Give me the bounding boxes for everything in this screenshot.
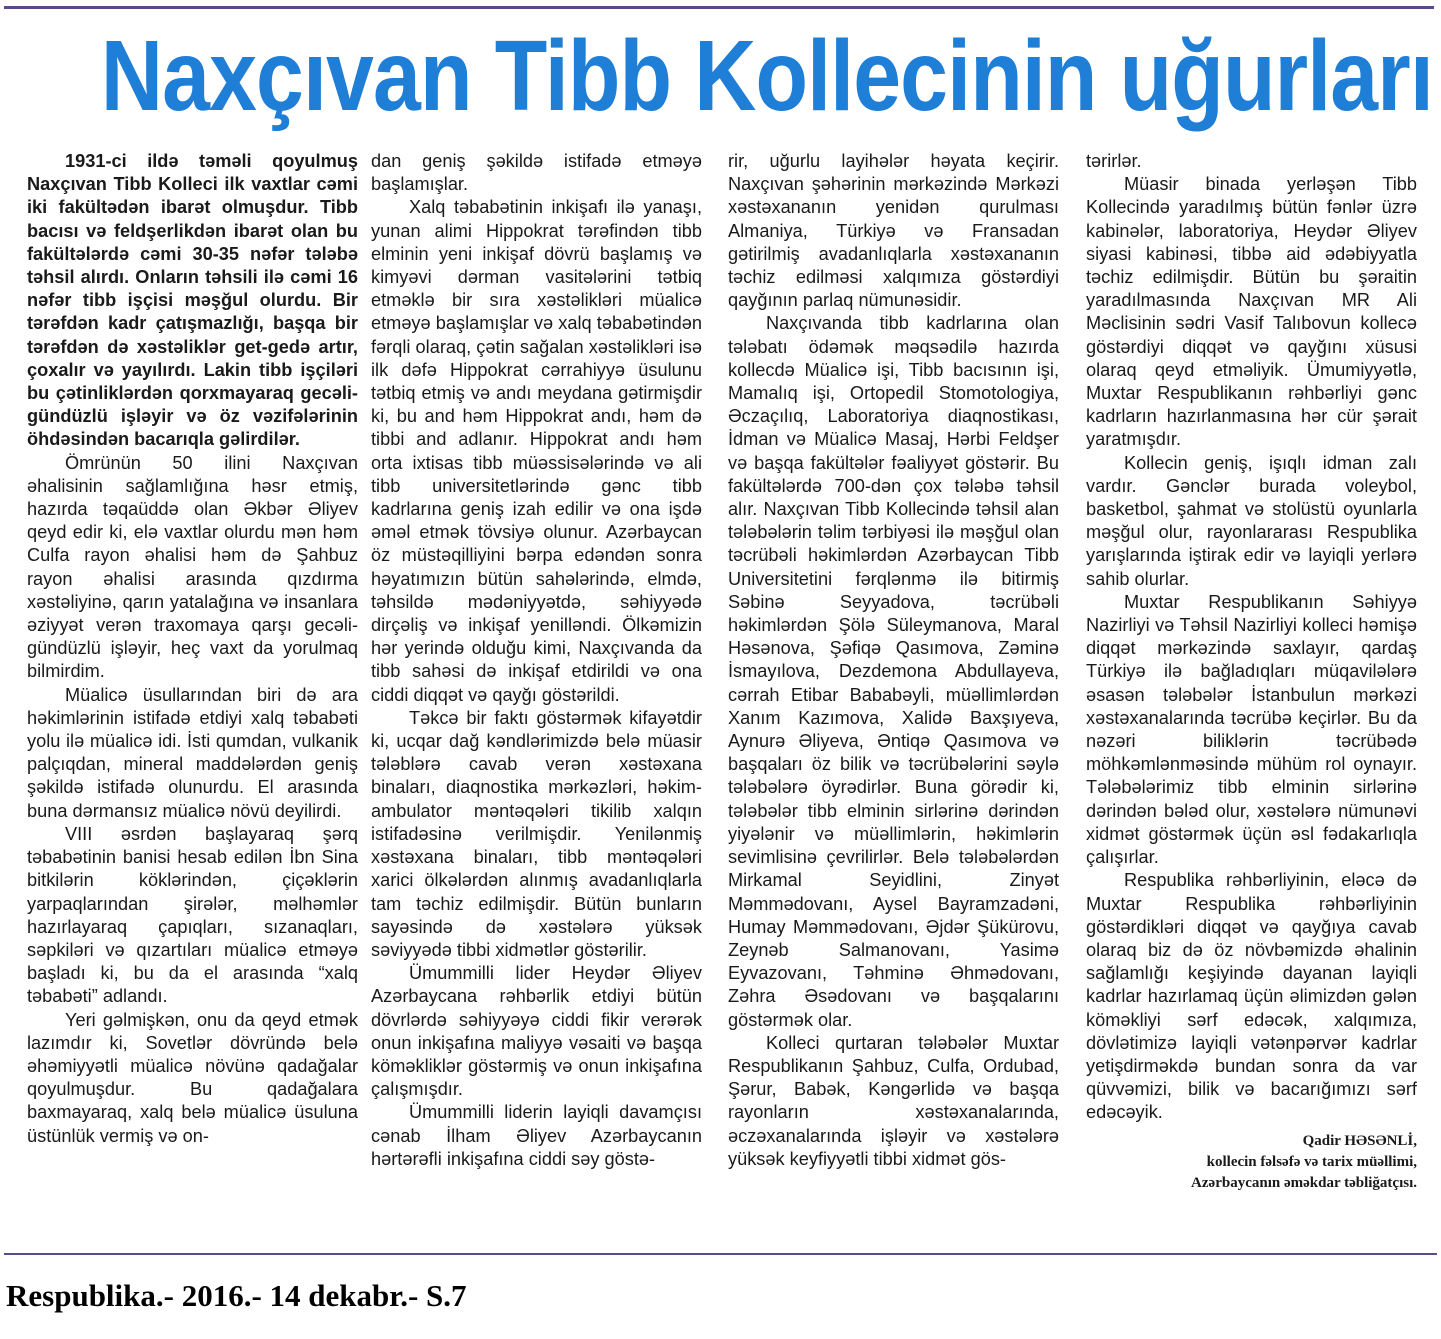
article-column-4 <box>1086 150 1417 1240</box>
paragraph: Müalicə üsullarından biri də ara həkimlərinin istifadə etdiyi xalq təbabəti yolu ilə müalicə idi. İsti qumdan, vulkanik palçıqdan, mineral maddələrdən geniş şəkildə istifadə olunurdu. El arasında buna dərmansız müalicə növü deyilirdi. <box>27 684 358 821</box>
source-citation: Respublika.- 2016.- 14 dekabr.- S.7 <box>6 1278 467 1313</box>
paragraph-continuation: tərirlər. <box>1086 151 1142 171</box>
lead-paragraph: 1931-ci ildə təməli qoyulmuş Naxçıvan Tibb Kolleci ilk vaxtlar cəmi iki fakültədən ibarət olmuşdur. Tibb bacısı və feldşerlikdən ibarət olan bu fakültələrdə cəmi 30-35 nəfər tələbə təhsil alırdı. Onların təhsili ilə cəmi 16 nəfər tibb işçisi məşğul olurdu. Bir tərəfdən kadr çatışmazlığı, başqa bir tərəfdən də xəstəliklər get-gedə artır, çoxalır və yayılırdı. Lakin tibb işçiləri bu çətinliklərdən qorxmayaraq gecəli-gündüzlü işləyir və öz vəzifələrinin öhdəsindən bacarıqla gəlirdilər. <box>27 151 358 450</box>
headline: Naxçıvan Tibb Kollecinin uğurları <box>100 20 1433 132</box>
paragraph: VIII əsrdən başlayaraq şərq təbabətinin banisi hesab edilən İbn Sina bitkilərin köklərindən, çiçəklərin yarpaqlarından şirələr, məlhəmlər hazırlayaraq çapıqları, sızanaqları, səpkiləri və qızartıları müalicə etməyə başladı ki, bu da el arasında “xalq təbabəti” adlandı. <box>27 823 358 1007</box>
paragraph-continuation: rir, uğurlu layihələr həyata keçirir. Naxçıvan şəhərinin mərkəzində Mərkəzi xəstəxananın yenidən qurulması Almaniya, Türkiyə və Fransadan gətirilmiş avadanlıqlarla xəstəxananın təchiz edilməsi xalqımıza göstərdiyi qayğının parlaq nümunəsidir. <box>728 151 1059 311</box>
paragraph: Respublika rəhbərliyinin, eləcə də Muxtar Respublika rəhbərliyinin göstərdikləri diqqət və qayğıya cavab olaraq biz də öz növbəmizdə əhalinin sağlamlığı keşiyində dayanan layiqli kadrlar hazırlamaq üçün əlimizdən gələn köməkliyi sərf edəcək, xalqımıza, dövlətimizə layiqli vətənpərvər kadrlar yetişdirməkdə bundan sonra da var qüvvəmizi, bilik və bacarığımızı sərf edəcəyik. <box>1086 870 1417 1123</box>
paragraph: Ömrünün 50 ilini Naxçıvan əhalisinin sağlamlığına həsr etmiş, hazırda təqaüddə olan Əkbər Əliyev qeyd edir ki, elə vaxtlar olurdu mən həm Culfa rayon əhalisi həm də Şahbuz rayon əhalisi arasında qızdırma xəstəliyinə, qarın yatalağına və insanlara əziyyət verən traxomaya qarşı gecəli-gündüzlü işləyir, heç vaxt da yorulmaq bilmirdim. <box>27 452 358 682</box>
paragraph-continuation: dan geniş şəkildə istifadə etməyə başlamışlar. <box>371 151 702 195</box>
article-column-2 <box>371 150 702 1240</box>
byline-title: Azərbaycanın əməkdar təbliğatçısı. <box>1191 1174 1417 1191</box>
paragraph: Yeri gəlmişkən, onu da qeyd etmək lazımdır ki, Sovetlər dövründə belə əhəmiyyətli müalicə növünə qadağalar qoyulmuşdur. Bu qadağalara baxmayaraq, xalq belə müalicə üsuluna üstünlük vermiş və on- <box>27 1009 358 1146</box>
paragraph: Təkcə bir faktı göstərmək kifayətdir ki, ucqar dağ kəndlərimizdə belə müasir tələblərə cavab verən xəstəxana binaları, diaqnostika mərkəzləri, həkim-ambulator məntəqələri tikilib xalqın istifadəsinə verilmişdir. Yenilənmiş xəstəxana binaları, tibb məntəqələri xarici ölkələrdən alınmış avadanlıqlarla tam təchiz edilmişdir. Bütün bunların sayəsində də xəstələrə yüksək səviyyədə tibbi xidmətlər göstərilir. <box>371 707 702 960</box>
paragraph: Xalq təbabətinin inkişafı ilə yanaşı, yunan alimi Hippokrat tərəfindən tibb elminin yeni inkişaf dövrü başlamış və kimyəvi dərman vasitələrini tətbiq etməklə bir sıra xəstəlikləri müalicə etməyə başlamışlar və xalq təbabətindən fərqli olaraq, çətin sağalan xəstəlikləri isə ilk dəfə Hippokrat cərrahiyyə üsulunu tətbiq etmiş və andı meydana gətirmişdir ki, bu and həm Hippokrat andı, həm də tibbi and adlanır. Hippokrat andı həm orta ixtisas tibb müəssisələrində və ali tibb universitetlərində gənc tibb kadrlarına geniş izah edilir və ona işdə əməl etmək tövsiyə olunur. Azərbaycan öz müstəqilliyini bərpa edəndən sonra həyatımızın bütün sahələrində, elmdə, təhsildə mədəniyyətdə, səhiyyədə dirçəliş və inkişaf yenilləndi. Ölkəmizin hər yerində olduğu kimi, Naxçıvanda da tibb sahəsi də inkişaf etdirildi və ona ciddi diqqət və qayğı göstərildi. <box>371 197 702 705</box>
byline <box>1086 1131 1417 1194</box>
paragraph: Kollecin geniş, işıqlı idman zalı vardır. Gənclər burada voleybol, basketbol, şahmat və stolüstü oyunlarla məşğul olur, rayonlararası Respublika yarışlarında iştirak edir və layiqli yerlərə sahib olurlar. <box>1086 452 1417 589</box>
paragraph: Muxtar Respublikanın Səhiyyə Nazirliyi və Təhsil Nazirliyi kolleci həmişə diqqət mərkəzində saxlayır, qardaş Türkiyə ilə bağladıqları müqavilələrə əsasən tələbələr İstanbulun mərkəzi xəstəxanalarında təcrübə keçirlər. Bu da nəzəri biliklərin təcrübədə möhkəmlənməsində mühüm rol oynayır. Tələbələrimiz tibb elminin sirlərinə dərindən bələd olur, xəstələrə nümunəvi xidmət göstərmək üçün əsl fədakarlıqla çalışırlar. <box>1086 591 1417 868</box>
article-column-3 <box>728 150 1059 1240</box>
byline-title: kollecin fəlsəfə və tarix müəllimi, <box>1206 1153 1417 1170</box>
paragraph: Ümummilli liderin layiqli davamçısı cənab İlham Əliyev Azərbaycanın hərtərəfli inkişafına ciddi səy göstə- <box>371 1102 702 1169</box>
paragraph: Kolleci qurtaran tələbələr Muxtar Respublikanın Şahbuz, Culfa, Ordubad, Şərur, Babək, Kəngərlidə və başqa rayonların xəstəxanalarında, əczəxanalarında işləyir və xəstələrə yüksək keyfiyyətli tibbi xidmət gös- <box>728 1032 1059 1169</box>
paragraph: Müasir binada yerləşən Tibb Kollecində yaradılmış bütün fənlər üzrə kabinələr, laboratoriya, Heydər Əliyev siyasi kabinəsi, tibbə aid ədəbiyyatla təchiz edilmişdir. Bütün bu şəraitin yaradılmasında Naxçıvan MR Ali Məclisinin sədri Vasif Talıbovun kollecə göstərdiyi diqqət və qayğını xüsusi olaraq qeyd etməliyik. Ümumiyyətlə, Muxtar Respublikanın rəhbərliyi gənc kadrların hazırlanmasına hər cür şərait yaratmışdır. <box>1086 174 1417 450</box>
bottom-rule <box>4 1253 1437 1255</box>
paragraph: Naxçıvanda tibb kadrlarına olan tələbatı ödəmək məqsədilə hazırda kollecdə Müalicə işi, Tibb bacısının işi, Mamalıq işi, Ortopedil Stomotologiya, Əczaçılıq, Laboratoriya diaqnostikası, İdman və Müalicə Masaj, Hərbi Feldşer və başqa fakültələr fəaliyyət göstərir. Bu fakültələrdə 700-dən çox tələbə təhsil alır. Naxçıvan Tibb Kollecində təhsil alan tələbələrin təlim tərbiyəsi ilə məşğul olan təcrübəli həkimlərdən Azərbaycan Tibb Universitetini fərqlənmə ilə bitirmiş Səbinə Seyyadova, təcrübəli həkimlərdən Şölə Süleymanova, Maral Həsənova, Şəfiqə Qasımova, Zəminə İsmayılova, Dezdemona Abdullayeva, cərrah Etibar Bababəyli, müəllimlərdən Xanım Kazımova, Xalidə Baxşıyeva, Aynurə Əliyeva, Əntiqə Qasımova və başqaları öz bilik və təcrübələrini səylə tələbələrə öyrədirlər. Buna görədir ki, tələbələr tibb elminin sirlərinə dərindən yiyələnir və müəllimlərin, həkimlərin sevimlisinə çevrilirlər. Belə tələbələrdən Mirkamal Seyidlini, Zinyət Məmmədovanı, Aysel Bayramzadəni, Humay Məmmədovanı, Əjdər Şükürovu, Zeynəb Salmanovanı, Yasimə Eyvazovanı, Təhminə Əhmədovanı, Zəhra Əsədovanı və başqalarını göstərmək olar. <box>728 313 1059 1030</box>
paragraph: Ümummilli lider Heydər Əliyev Azərbaycana rəhbərlik etdiyi bütün dövrlərdə səhiyyəyə ciddi fikir verərək onun inkişafına maliyyə vəsaiti və başqa köməkliklər göstərmiş və onun inkişafına çalışmışdır. <box>371 963 702 1100</box>
article-column-1 <box>27 150 358 1240</box>
byline-author: Qadir HƏSƏNLİ, <box>1302 1132 1417 1149</box>
